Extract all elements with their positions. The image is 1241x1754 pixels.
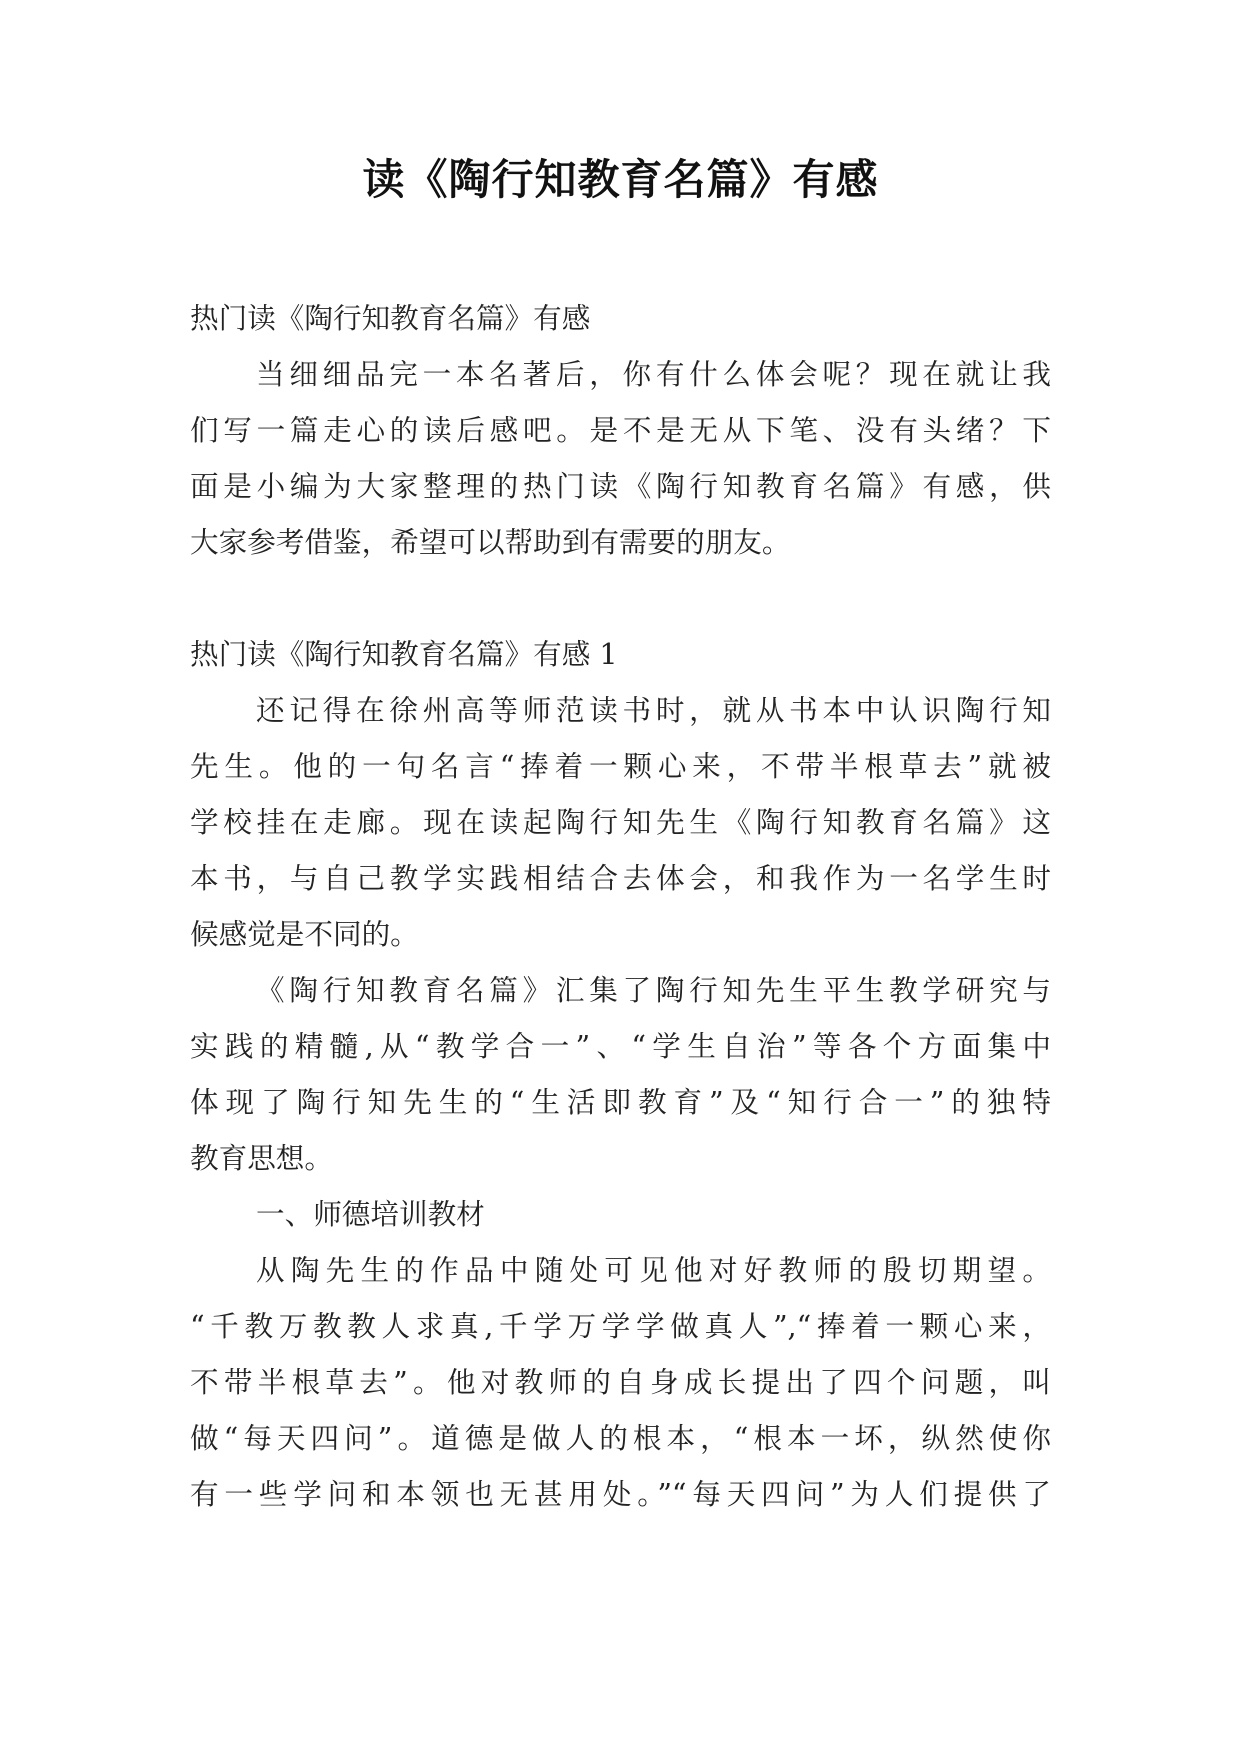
paragraph-line: 《陶行知教育名篇》汇集了陶行知先生平生教学研究与 (256, 973, 1051, 1007)
paragraph-line: 面是小编为大家整理的热门读《陶行知教育名篇》有感，供 (190, 469, 1051, 503)
paragraph-spacer (190, 570, 1051, 626)
section-heading: 热门读《陶行知教育名篇》有感 1 (190, 637, 618, 671)
paragraph-line: 当细细品完一本名著后，你有什么体会呢？现在就让我 (256, 357, 1051, 391)
subsection-heading: 一、师德培训教材 (256, 1197, 485, 1231)
intro-paragraph (190, 346, 1051, 570)
paragraph-line: 候感觉是不同的。 (190, 917, 419, 951)
paragraph-line: “千教万教教人求真,千学万学学做真人”,“捧着一颗心来， (190, 1309, 1051, 1343)
paragraph-line: 本书，与自己教学实践相结合去体会，和我作为一名学生时 (190, 861, 1051, 895)
intro-heading: 热门读《陶行知教育名篇》有感 (190, 301, 591, 335)
paragraph-line: 不带半根草去”。他对教师的自身成长提出了四个问题，叫 (190, 1365, 1051, 1399)
paragraph-line: 体现了陶行知先生的“生活即教育”及“知行合一”的独特 (190, 1085, 1051, 1119)
body-paragraph-1 (190, 682, 1051, 962)
document-body (190, 290, 1051, 1522)
paragraph-line: 有一些学问和本领也无甚用处。”“每天四问”为人们提供了 (190, 1477, 1051, 1511)
body-paragraph-3 (190, 1242, 1051, 1522)
paragraph-line: 还记得在徐州高等师范读书时，就从书本中认识陶行知 (256, 693, 1051, 727)
paragraph-line: 先生。他的一句名言“捧着一颗心来，不带半根草去”就被 (190, 749, 1051, 783)
paragraph-line: 学校挂在走廊。现在读起陶行知先生《陶行知教育名篇》这 (190, 805, 1051, 839)
paragraph-line: 大家参考借鉴，希望可以帮助到有需要的朋友。 (190, 525, 791, 559)
paragraph-line: 做“每天四问”。道德是做人的根本，“根本一坏，纵然使你 (190, 1421, 1051, 1455)
paragraph-line: 实践的精髓,从“教学合一”、“学生自治”等各个方面集中 (190, 1029, 1051, 1063)
body-paragraph-2 (190, 962, 1051, 1186)
paragraph-line: 们写一篇走心的读后感吧。是不是无从下笔、没有头绪？下 (190, 413, 1051, 447)
paragraph-line: 教育思想。 (190, 1141, 333, 1175)
document-title: 读《陶行知教育名篇》有感 (362, 155, 879, 204)
paragraph-line: 从陶先生的作品中随处可见他对好教师的殷切期望。 (256, 1253, 1051, 1287)
